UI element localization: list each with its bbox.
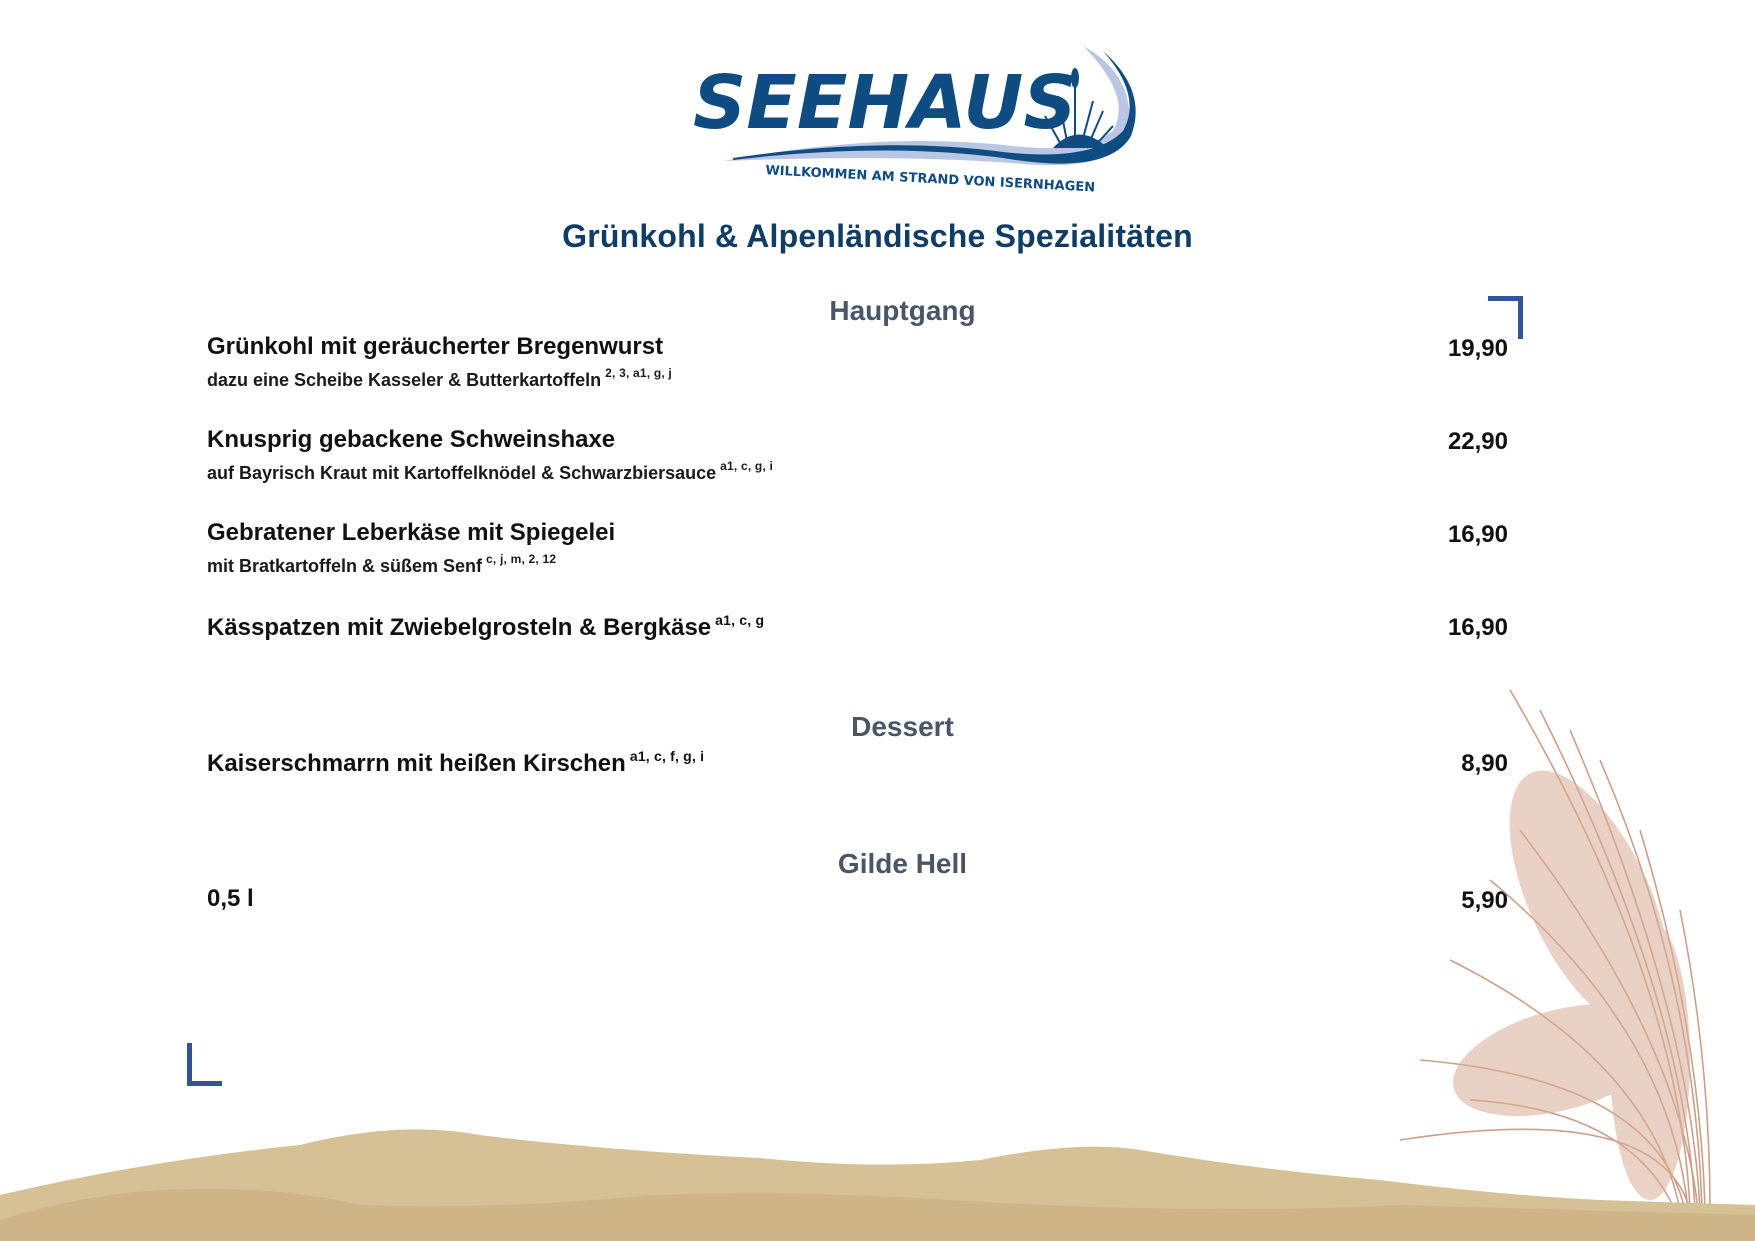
seehaus-logo — [683, 36, 1143, 196]
section-heading-dessert: Dessert — [851, 711, 954, 742]
menu-item-price: 16,90 — [1447, 521, 1508, 548]
logo-graphic — [683, 36, 1143, 196]
allergen-codes: c, j, m, 2, 12 — [486, 552, 557, 566]
menu-item-price: 22,90 — [1447, 428, 1508, 455]
corner-bracket-bottom-left — [187, 1043, 222, 1086]
menu-item-description: dazu eine Scheibe Kasseler & Butterkartoffeln $^{2, 3, a1, g, j}$ — [207, 366, 672, 390]
allergen-codes: 2, 3, a1, g, j — [605, 366, 672, 380]
section-heading-hauptgang: Hauptgang — [829, 295, 976, 326]
sand-dune-image — [0, 1100, 1755, 1241]
menu-item-name: 0,5 l — [207, 885, 254, 912]
menu-item-name: Knusprig gebackene Schweinshaxe — [207, 426, 616, 453]
svg-text:SEEHAUS: SEEHAUS — [693, 60, 1077, 146]
menu-item-name: Grünkohl mit geräucherter Bregenwurst — [207, 333, 664, 360]
menu-item-price: 5,90 — [1461, 887, 1508, 914]
menu-item-name: Kaiserschmarrn mit heißen Kirschen $^{a1, c, f, g, i}$ — [207, 748, 705, 777]
allergen-codes: a1, c, g, i — [720, 459, 774, 473]
allergen-codes: a1, c, g — [715, 612, 765, 628]
menu-item-price: 16,90 — [1447, 614, 1508, 641]
svg-text:WILLKOMMEN AM STRAND VON ISERN: WILLKOMMEN AM STRAND VON ISERNHAGEN — [764, 163, 1096, 196]
menu-item-price: 19,90 — [1447, 335, 1508, 362]
menu-item-description: mit Bratkartoffeln & süßem Senf $^{c, j, m, 2, 12}$ — [207, 552, 557, 576]
menu-item-name: Kässpatzen mit Zwiebelgrosteln & Bergkäse $^{a1, c, g}$ — [207, 612, 765, 641]
page-title: Grünkohl & Alpenländische Spezialitäten — [562, 218, 1193, 254]
allergen-codes: a1, c, f, g, i — [629, 748, 705, 764]
menu-item-description: auf Bayrisch Kraut mit Kartoffelknödel & Schwarzbiersauce $^{a1, c, g, i}$ — [207, 459, 774, 483]
menu-item-name: Gebratener Leberkäse mit Spiegelei — [207, 519, 616, 546]
menu-item-price: 8,90 — [1461, 750, 1508, 777]
section-heading-gilde-hell: Gilde Hell — [837, 848, 968, 879]
